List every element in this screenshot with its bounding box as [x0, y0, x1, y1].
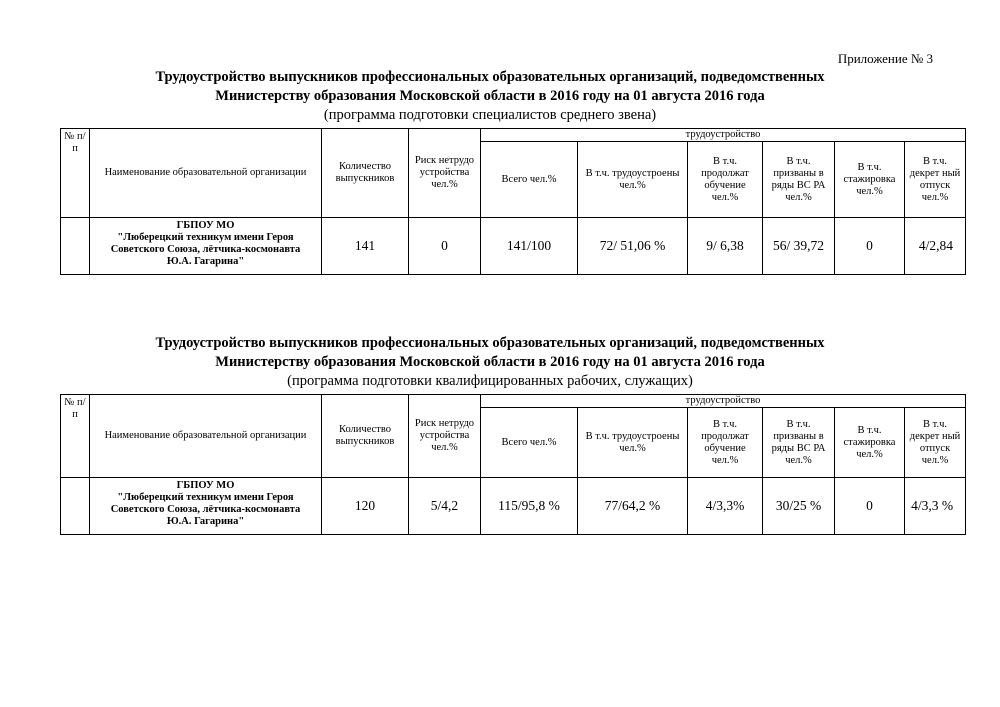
table-row: [61, 478, 966, 535]
table-title-line-2: Министерству образования Московской области в 2016 году на 01 августа 2016 года: [215, 88, 765, 104]
table-subtitle: (программа подготовки квалифицированных рабочих, служащих): [287, 373, 693, 389]
header-employed: В т.ч. трудоустроены чел.%: [578, 142, 688, 218]
cell-total: 141/100: [481, 218, 578, 275]
cell-org: [90, 218, 322, 275]
org-line: Советского Союза, лётчика-космонавта: [110, 244, 301, 255]
header-intern: В т.ч. стажировка чел.%: [835, 408, 905, 478]
table-subtitle: (программа подготовки специалистов среднего звена): [323, 107, 657, 123]
header-num: № п/ п: [61, 395, 90, 478]
header-num: № п/ п: [61, 129, 90, 218]
org-line: ГБПОУ МО: [176, 220, 235, 231]
header-risk: Риск нетрудо устройства чел.%: [409, 395, 481, 478]
header-org: Наименование образовательной организации: [90, 395, 322, 478]
cell-num: [61, 218, 90, 275]
cell-study: 9/ 6,38: [688, 218, 763, 275]
header-army: В т.ч. призваны в ряды ВС РА чел.%: [763, 408, 835, 478]
cell-study: 4/3,3%: [688, 478, 763, 535]
header-org: Наименование образовательной организации: [90, 129, 322, 218]
header-total: Всего чел.%: [481, 408, 578, 478]
appendix-label: Приложение № 3: [837, 51, 933, 66]
header-total: Всего чел.%: [481, 142, 578, 218]
cell-army: 56/ 39,72: [763, 218, 835, 275]
employment-table: [60, 128, 966, 275]
header-count: Количество выпускников: [322, 129, 409, 218]
cell-employed: 72/ 51,06 %: [578, 218, 688, 275]
header-leave: В т.ч. декрет ный отпуск чел.%: [905, 408, 966, 478]
cell-count: 141: [322, 218, 409, 275]
cell-org: [90, 478, 322, 535]
org-line: "Люберецкий техникум имени Героя: [117, 492, 294, 503]
cell-employed: 77/64,2 %: [578, 478, 688, 535]
table-section-2: [60, 334, 960, 535]
employment-table: [60, 394, 966, 535]
table-title-line-2: Министерству образования Московской области в 2016 году на 01 августа 2016 года: [215, 354, 765, 370]
header-employment-group: трудоустройство: [481, 129, 966, 142]
table-row: [61, 218, 966, 275]
header-study: В т.ч. продолжат обучение чел.%: [688, 142, 763, 218]
cell-num: [61, 478, 90, 535]
table-title-line-1: Трудоустройство выпускников профессиональных образовательных организаций, подведомственных: [155, 335, 825, 351]
header-army: В т.ч. призваны в ряды ВС РА чел.%: [763, 142, 835, 218]
org-line: "Люберецкий техникум имени Героя: [117, 232, 294, 243]
table-section-1: [60, 68, 960, 275]
cell-intern: 0: [835, 478, 905, 535]
cell-risk: 0: [409, 218, 481, 275]
cell-leave: 4/3,3 %: [905, 478, 966, 535]
org-line: ГБПОУ МО: [176, 480, 235, 491]
header-risk: Риск нетрудо устройства чел.%: [409, 129, 481, 218]
header-count: Количество выпускников: [322, 395, 409, 478]
header-study: В т.ч. продолжат обучение чел.%: [688, 408, 763, 478]
header-leave: В т.ч. декрет ный отпуск чел.%: [905, 142, 966, 218]
table-title-line-1: Трудоустройство выпускников профессиональных образовательных организаций, подведомственных: [155, 69, 825, 85]
cell-count: 120: [322, 478, 409, 535]
cell-total: 115/95,8 %: [481, 478, 578, 535]
header-employed: В т.ч. трудоустроены чел.%: [578, 408, 688, 478]
cell-risk: 5/4,2: [409, 478, 481, 535]
org-line: Ю.А. Гагарина": [166, 516, 245, 527]
org-line: Ю.А. Гагарина": [166, 256, 245, 267]
header-employment-group: трудоустройство: [481, 395, 966, 408]
header-intern: В т.ч. стажировка чел.%: [835, 142, 905, 218]
cell-intern: 0: [835, 218, 905, 275]
org-line: Советского Союза, лётчика-космонавта: [110, 504, 301, 515]
cell-army: 30/25 %: [763, 478, 835, 535]
cell-leave: 4/2,84: [905, 218, 966, 275]
